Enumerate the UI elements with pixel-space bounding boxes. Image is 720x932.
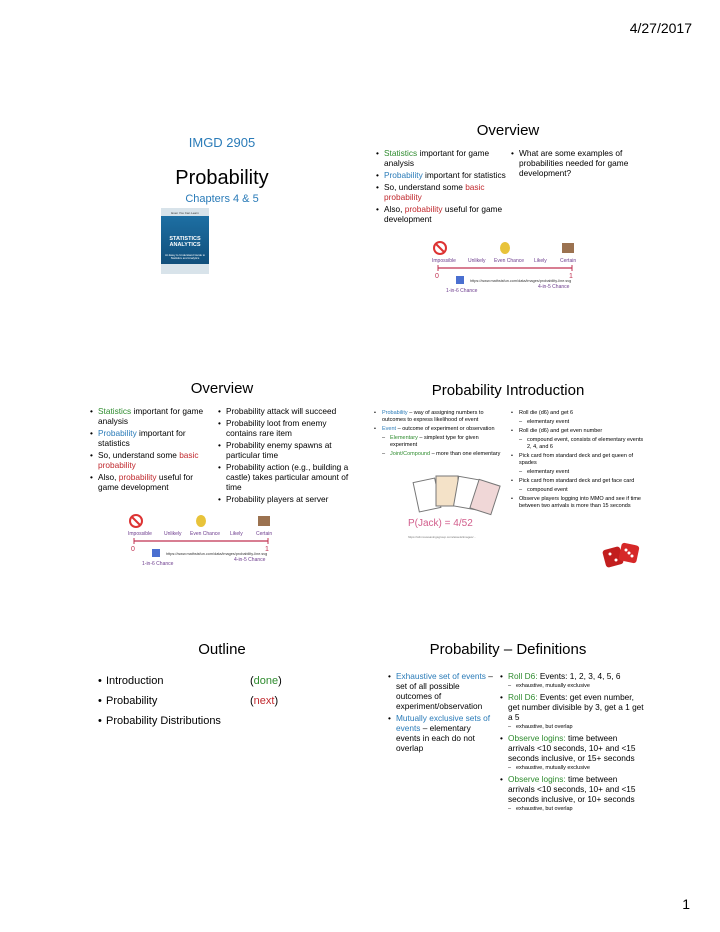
slide-title: Probability – Definitions (429, 641, 587, 658)
list-item: • So, understand some basic probability (90, 450, 212, 470)
slide-title: Outline (198, 641, 246, 658)
list-item: – compound event (511, 487, 644, 494)
list-item: – Joint/Compound – more than one elementary (374, 451, 504, 458)
examples-list (500, 671, 644, 815)
list-item: • Also, probability useful for game development (90, 472, 212, 492)
list-item: • What are some examples of probabilities needed for game development? (511, 148, 643, 178)
list-item: • Roll die (d6) and get 6 (511, 410, 644, 417)
date-header: 4/27/2017 (629, 20, 692, 36)
svg-text:https://cdn.lovesavingsgroup.c: https://cdn.lovesavingsgroup.com/assets/images/... (408, 535, 476, 539)
outline-list (98, 674, 348, 728)
list-item: • Statistics important for game analysis (90, 406, 212, 426)
playing-cards-image (406, 474, 506, 551)
slide-title: Overview (476, 122, 540, 139)
slide-main-title: Probability (175, 167, 269, 189)
svg-text:https://www.mathsisfun.com/dat: https://www.mathsisfun.com/data/images/probability-line.svg (470, 279, 572, 283)
list-item: • Event – outcome of experiment or observation (374, 426, 504, 433)
list-item: • Observe logins: time between arrivals <10 seconds, 10+ and <15 seconds inclusive, or 15+ seconds (500, 733, 644, 763)
list-item: – exhaustive, mutually exclusive (500, 765, 644, 772)
chapters-label: Chapters 4 & 5 (185, 193, 259, 205)
overview-left-list (376, 148, 506, 226)
svg-text:4-in-5 Chance: 4-in-5 Chance (538, 284, 570, 290)
dice-image (602, 540, 642, 579)
course-code: IMGD 2905 (188, 135, 256, 150)
list-item: • Probability Distributions (98, 714, 348, 728)
list-item: • Probability (next) (98, 694, 348, 708)
overview-examples-list (218, 406, 358, 506)
list-item: – compound event, consists of elementary events 2, 4, and 6 (511, 437, 644, 451)
svg-text:0: 0 (435, 273, 439, 280)
list-item: • Probability enemy spawns at particular time (218, 440, 358, 460)
list-item: – exhaustive, but overlap (500, 724, 644, 731)
definitions-list (388, 671, 496, 755)
svg-text:0: 0 (131, 546, 135, 553)
book-cover-image (161, 208, 209, 274)
svg-text:Certain: Certain (256, 531, 273, 537)
list-item: • Probability important for statistics (376, 170, 506, 180)
probability-scale-image (430, 240, 580, 302)
svg-text:Impossible: Impossible (432, 258, 456, 264)
svg-text:Unlikely: Unlikely (468, 258, 486, 264)
examples-list (511, 410, 644, 512)
svg-text:1: 1 (265, 546, 269, 553)
list-item: • Roll D6: Events: get even number, get number divisible by 3, get a 1 get a 5 (500, 692, 644, 722)
slide-title (80, 112, 364, 325)
list-item: • Pick card from standard deck and get face card (511, 478, 644, 485)
list-item: • Roll D6: Events: 1, 2, 3, 4, 5, 6 (500, 671, 644, 681)
list-item: • Mutually exclusive sets of events – elementary events in each do not overlap (388, 713, 496, 753)
svg-text:1-in-6 Chance: 1-in-6 Chance (142, 561, 174, 567)
slide-probability-definitions (366, 627, 650, 840)
book-top-text: Even You Can Learn (171, 211, 199, 215)
svg-text:Likely: Likely (230, 531, 243, 537)
list-item: • Roll die (d6) and get even number (511, 428, 644, 435)
definitions-list (374, 410, 504, 460)
list-item: • Probability action (e.g., building a castle) takes particular amount of time (218, 462, 358, 492)
list-item: • Probability attack will succeed (218, 406, 358, 416)
list-item: – Elementary – simplest type for given experiment (374, 435, 504, 449)
list-item: • Also, probability useful for game development (376, 204, 506, 224)
list-item: • Probability – way of assigning numbers to outcomes to express likelihood of event (374, 410, 504, 424)
svg-text:P(Jack) = 4/52: P(Jack) = 4/52 (408, 518, 473, 529)
list-item: • Probability loot from enemy contains rare item (218, 418, 358, 438)
list-item: • Exhaustive set of events – set of all possible outcomes of experiment/observation (388, 671, 496, 711)
list-item: • Observe players logging into MMO and see if time between two arrivals is more than 15 seconds (511, 496, 644, 510)
list-item: • Pick card from standard deck and get queen of spades (511, 453, 644, 467)
list-item: – exhaustive, but overlap (500, 806, 644, 813)
svg-text:Impossible: Impossible (128, 531, 152, 537)
list-item: • So, understand some basic probability (376, 182, 506, 202)
slide-title: Probability Introduction (431, 382, 585, 399)
list-item: • Observe logins: time between arrivals <10 seconds, 10+ and <15 seconds inclusive, or 10+ seconds (500, 774, 644, 804)
probability-scale-image (126, 513, 276, 575)
svg-text:Even Chance: Even Chance (494, 258, 525, 264)
list-item: • Probability important for statistics (90, 428, 212, 448)
overview-left-list (90, 406, 212, 494)
slide-title: Overview (190, 380, 254, 397)
slide-overview-1 (366, 112, 650, 325)
page-number: 1 (682, 896, 690, 912)
book-title-text: STATISTICS ANALYTICS (169, 236, 201, 248)
svg-text:Unlikely: Unlikely (164, 531, 182, 537)
svg-text:Certain: Certain (560, 258, 577, 264)
slide-overview-2 (80, 370, 364, 583)
svg-text:Even Chance: Even Chance (190, 531, 221, 537)
svg-text:1-in-6 Chance: 1-in-6 Chance (446, 288, 478, 294)
list-item: – exhaustive, mutually exclusive (500, 683, 644, 690)
list-item: • Probability players at server (218, 494, 358, 504)
svg-text:https://www.mathsisfun.com/dat: https://www.mathsisfun.com/data/images/probability-line.svg (166, 552, 268, 556)
book-subtitle-text: An Easy to Understand Guide to Statistics and Analytics (164, 253, 206, 260)
slide-probability-intro (366, 370, 650, 583)
overview-right-list (511, 148, 643, 180)
list-item: – elementary event (511, 469, 644, 476)
list-item: • Introduction (done) (98, 674, 348, 688)
svg-text:Likely: Likely (534, 258, 547, 264)
list-item: – elementary event (511, 419, 644, 426)
svg-text:1: 1 (569, 273, 573, 280)
slide-outline (80, 627, 364, 840)
svg-text:4-in-5 Chance: 4-in-5 Chance (234, 557, 266, 563)
list-item: • Statistics important for game analysis (376, 148, 506, 168)
